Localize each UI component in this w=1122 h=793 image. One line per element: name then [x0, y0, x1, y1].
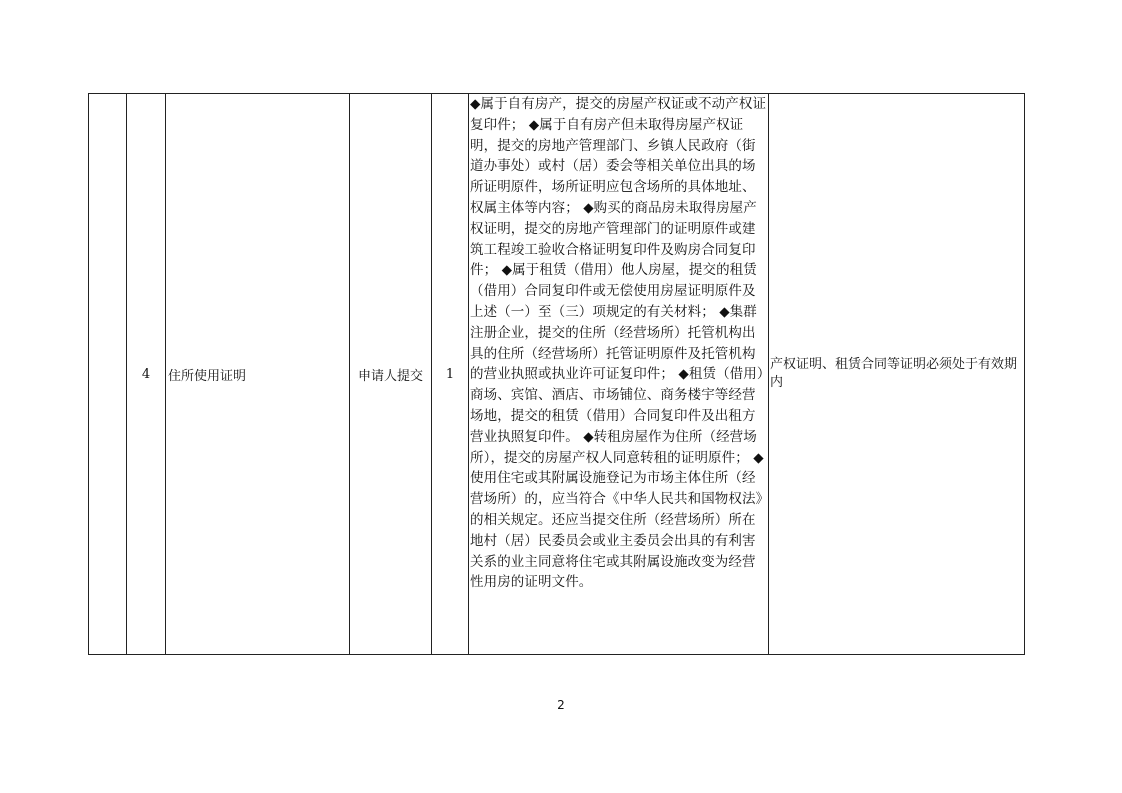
requirements-cell — [469, 94, 769, 655]
copies-cell: 1 — [432, 94, 469, 655]
item-name-cell: 住所使用证明 — [166, 94, 350, 655]
page-number: 2 — [557, 698, 565, 712]
note-text: 产权证明、租赁合同等证明必须处于有效期内 — [770, 357, 1018, 390]
blank-cell — [89, 94, 127, 655]
table-row — [89, 94, 1025, 655]
requirements-text: ◆属于自有房产，提交的房屋产权证或不动产权证复印件； ◆属于自有房产但未取得房屋产权证明，提交的房地产管理部门、乡镇人民政府（街道办事处）或村（居）委会等相关单位出具的场所证明原件，场所证明应包含场所的具体地址、权属主体等内容； ◆购买的商品房未取得房屋产权证明，提交的房地产管理部门的证明原件或建筑工程竣工验收合格证明复印件及购房合同复印件； ◆属于租赁（借用）他人房屋，提交的租赁（借用）合同复印件或无偿使用房屋证明原件及上述（一）至（三）项规定的有关材料； ◆集群注册企业，提交的住所（经营场所）托管机构出具的住所（经营场所）托管证明原件及托管机构的营业执照或执业许可证复印件； ◆租赁（借用）商场、宾馆、酒店、市场铺位、商务楼宇等经营场地，提交的租赁（借用）合同复印件及出租方营业执照复印件。 ◆转租房屋作为住所（经营场所），提交的房屋产权人同意转租的证明原件； ◆使用住宅或其附属设施登记为市场主体住所（经营场所）的，应当符合《中华人民共和国物权法》的相关规定。还应当提交住所（经营场所）所在地村（居）民委员会或业主委员会出具的有利害关系的业主同意将住宅或其附属设施改变为经营性用房的证明文件。 — [470, 96, 767, 591]
note-cell — [769, 94, 1025, 655]
source-cell: 申请人提交 — [350, 94, 432, 655]
seq-cell: 4 — [127, 94, 166, 655]
materials-table — [88, 93, 1025, 655]
